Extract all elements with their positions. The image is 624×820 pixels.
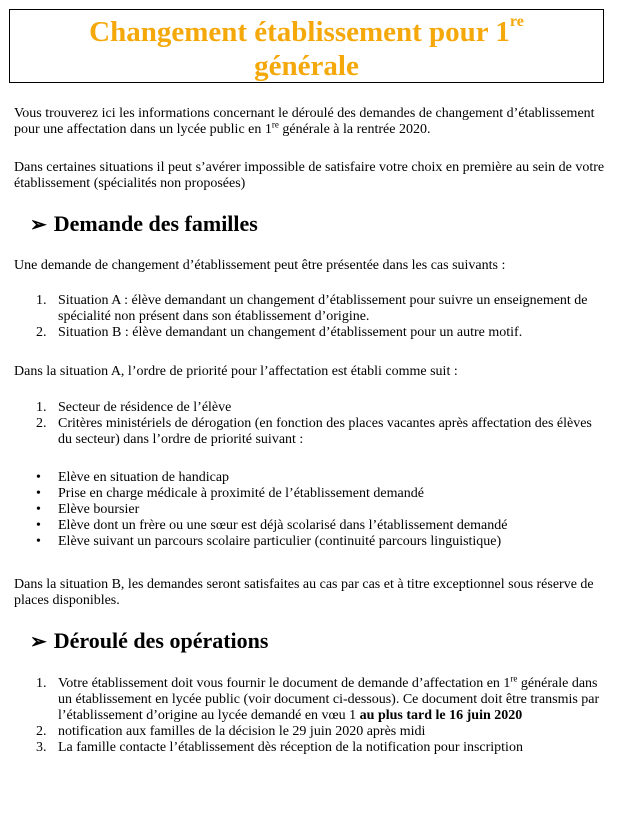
- criterion-text: Elève boursier: [58, 502, 140, 517]
- list-item: [0, 724, 600, 740]
- priority-lead: Dans la situation A, l’ordre de priorité pour l’affectation est établi comme suit :: [14, 364, 458, 379]
- list-item: [0, 293, 600, 325]
- arrow-icon: ➢: [30, 631, 47, 653]
- step-2-text: notification aux familles de la décision le 29 juin 2020 après midi: [58, 724, 426, 739]
- section-heading-demande-text: Demande des familles: [53, 211, 258, 236]
- situations-list: [0, 293, 600, 341]
- criterion-text: Prise en charge médicale à proximité de l’établissement demandé: [58, 486, 424, 501]
- list-number: 1.: [36, 676, 47, 691]
- bullet-icon: •: [36, 502, 41, 517]
- criterion-text: Elève dont un frère ou une sœur est déjà scolarisé dans l’établissement demandé: [58, 518, 508, 533]
- list-item: [0, 740, 600, 756]
- list-item: [0, 486, 600, 502]
- list-item: [0, 325, 600, 341]
- demande-lead: Une demande de changement d’établissement peut être présentée dans les cas suivants :: [14, 258, 506, 273]
- list-item: [0, 416, 600, 448]
- step-3-text: La famille contacte l’établissement dès réception de la notification pour inscription: [58, 740, 523, 755]
- step-1-text-a: Votre établissement doit vous fournir le document de demande d’affectation en 1: [58, 676, 511, 691]
- list-item: [0, 470, 600, 486]
- priority-2-text: Critères ministériels de dérogation (en fonction des places vacantes après affectation des élèves du secteur) dans l’ordre de priorité suivant :: [58, 416, 592, 447]
- list-item: [0, 502, 600, 518]
- title-part2: générale: [254, 50, 359, 82]
- intro-paragraph-1: [14, 106, 614, 138]
- step-1-text-b: générale dans un établissement en lycée public (voir document ci-dessous). Ce document doit être transmis par l’établissement d’origine au lycée demandé en vœu 1: [58, 676, 600, 723]
- intro-paragraph-2: Dans certaines situations il peut s’avérer impossible de satisfaire votre choix en première au sein de votre établissement (spécialités non proposées): [14, 160, 605, 191]
- list-number: 2.: [36, 325, 47, 340]
- list-item: [0, 400, 600, 416]
- steps-list: [0, 673, 600, 756]
- list-item: [0, 673, 600, 724]
- section-heading-deroule-text: Déroulé des opérations: [53, 628, 269, 653]
- list-item: [0, 518, 600, 534]
- title-part1: Changement établissement pour 1: [89, 16, 510, 48]
- section-heading-deroule: [30, 628, 268, 655]
- step-1-superscript: re: [510, 673, 518, 684]
- situation-a-text: Situation A : élève demandant un changement d’établissement pour suivre un enseignement de spécialité non présent dans son établissement d’origine.: [58, 293, 588, 324]
- title-superscript: re: [509, 13, 524, 31]
- intro-p1-text-a: Vous trouverez ici les informations concernant le déroulé des demandes de changement d’établissement pour une affectation dans un lycée public en 1: [14, 106, 595, 137]
- list-item: [0, 534, 600, 550]
- section-heading-demande: [30, 211, 258, 238]
- arrow-icon: ➢: [30, 214, 47, 236]
- list-number: 2.: [36, 724, 47, 739]
- page-title: [9, 9, 604, 83]
- criterion-text: Elève en situation de handicap: [58, 470, 230, 485]
- list-number: 3.: [36, 740, 47, 755]
- bullet-icon: •: [36, 534, 41, 549]
- situation-b-text: Situation B : élève demandant un changement d’établissement pour un autre motif.: [58, 325, 523, 340]
- priorities-list: [0, 400, 600, 448]
- situation-b-paragraph: Dans la situation B, les demandes seront satisfaites au cas par cas et à titre exceptionnel sous réserve de places disponibles.: [14, 577, 594, 608]
- intro-p1-superscript: re: [271, 119, 279, 130]
- criterion-text: Elève suivant un parcours scolaire particulier (continuité parcours linguistique): [58, 534, 502, 549]
- bullet-icon: •: [36, 486, 41, 501]
- list-number: 1.: [36, 400, 47, 415]
- bullet-icon: •: [36, 470, 41, 485]
- intro-p1-text-b: générale à la rentrée 2020.: [278, 122, 431, 137]
- criteria-list: [0, 470, 600, 550]
- bullet-icon: •: [36, 518, 41, 533]
- priority-1-text: Secteur de résidence de l’élève: [58, 400, 232, 415]
- list-number: 2.: [36, 416, 47, 431]
- deadline-text: au plus tard le 16 juin 2020: [359, 708, 523, 723]
- list-number: 1.: [36, 293, 47, 308]
